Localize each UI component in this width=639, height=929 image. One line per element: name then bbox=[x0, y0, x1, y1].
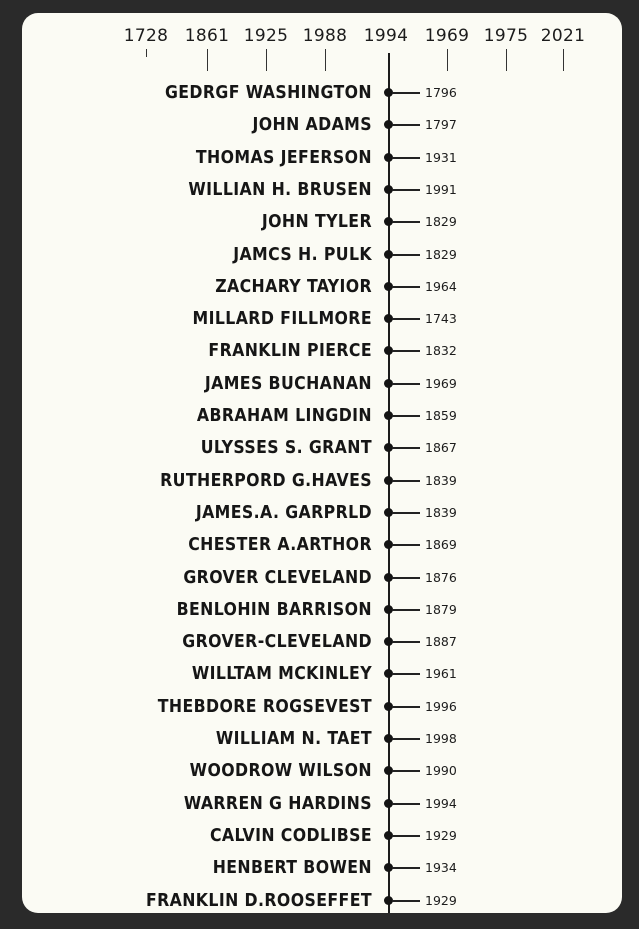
timeline-row bbox=[22, 632, 622, 652]
president-name: GEDRGF WASHINGTON bbox=[164, 83, 372, 103]
year-label: 1887 bbox=[425, 634, 457, 650]
timeline-row bbox=[22, 503, 622, 523]
timeline-row bbox=[22, 826, 622, 846]
connector-line bbox=[392, 157, 420, 159]
president-name: GROVER CLEVELAND bbox=[183, 567, 372, 588]
axis-label: 1861 bbox=[184, 26, 230, 46]
connector-line bbox=[392, 900, 420, 902]
timeline-row bbox=[22, 374, 622, 394]
connector-line bbox=[392, 641, 420, 643]
connector-line bbox=[392, 254, 420, 256]
timeline-row bbox=[22, 794, 622, 814]
timeline-row bbox=[22, 180, 622, 200]
president-name: MILLARD FILLMORE bbox=[192, 309, 372, 330]
connector-line bbox=[392, 867, 420, 869]
timeline-row bbox=[22, 309, 622, 329]
timeline-row bbox=[22, 212, 622, 232]
year-label: 1994 bbox=[425, 795, 457, 811]
timeline-row bbox=[22, 115, 622, 135]
timeline-row bbox=[22, 858, 622, 878]
connector-line bbox=[392, 350, 420, 352]
year-label: 1961 bbox=[425, 666, 457, 682]
year-label: 1839 bbox=[425, 472, 457, 488]
axis-tick bbox=[266, 49, 267, 71]
timeline-row bbox=[22, 697, 622, 717]
axis-tick bbox=[207, 49, 208, 71]
president-name: ZACHARY TAYIOR bbox=[215, 276, 372, 297]
year-label: 1829 bbox=[425, 214, 457, 230]
president-name: WILLIAM N. TAET bbox=[215, 729, 372, 749]
president-name: HENBERT BOWEN bbox=[212, 858, 372, 879]
year-label: 1743 bbox=[425, 311, 457, 327]
year-label: 1964 bbox=[425, 278, 457, 294]
year-label: 1929 bbox=[425, 827, 457, 843]
connector-line bbox=[392, 770, 420, 772]
president-name: JAMCS H. PULK bbox=[233, 244, 372, 265]
timeline-row bbox=[22, 83, 622, 103]
axis-tick bbox=[447, 49, 448, 71]
president-name: ULYSSES S. GRANT bbox=[200, 438, 372, 459]
year-label: 1998 bbox=[425, 731, 457, 746]
axis-label: 1969 bbox=[424, 26, 470, 46]
president-name: JOHN TYLER bbox=[261, 212, 372, 233]
connector-line bbox=[392, 544, 420, 546]
year-label: 1931 bbox=[425, 149, 457, 165]
timeline-row bbox=[22, 729, 622, 749]
connector-line bbox=[392, 415, 420, 417]
axis-label: 1994 bbox=[363, 26, 409, 46]
connector-line bbox=[392, 512, 420, 514]
year-label: 1969 bbox=[425, 375, 457, 391]
president-name: FRANKLIN D.ROOSEFFET bbox=[145, 890, 372, 911]
axis-label: 2021 bbox=[540, 26, 586, 46]
axis-label: 1975 bbox=[483, 26, 529, 46]
connector-line bbox=[392, 447, 420, 449]
year-label: 1990 bbox=[425, 763, 457, 779]
year-label: 1829 bbox=[425, 246, 457, 262]
president-name: BENLOHIN BARRISON bbox=[176, 599, 372, 620]
connector-line bbox=[392, 835, 420, 837]
year-label: 1867 bbox=[425, 440, 457, 456]
year-label: 1929 bbox=[425, 892, 457, 908]
timeline-row bbox=[22, 406, 622, 426]
president-name: WILLTAM MCKINLEY bbox=[191, 664, 372, 685]
timeline-row bbox=[22, 277, 622, 297]
year-label: 1869 bbox=[425, 537, 457, 553]
axis-label: 1988 bbox=[302, 26, 348, 46]
connector-line bbox=[392, 738, 420, 740]
connector-line bbox=[392, 480, 420, 482]
connector-line bbox=[392, 318, 420, 320]
year-label: 1996 bbox=[425, 698, 457, 714]
president-name: JAMES.A. GARPRLD bbox=[195, 502, 372, 523]
connector-line bbox=[392, 706, 420, 708]
year-label: 1832 bbox=[425, 343, 457, 359]
connector-line bbox=[392, 189, 420, 191]
president-name: ABRAHAM LINGDIN bbox=[196, 406, 372, 426]
president-name: CALVIN CODLIBSE bbox=[209, 825, 372, 846]
president-name: WILLIAN H. BRUSEN bbox=[188, 179, 372, 200]
axis-label: 1728 bbox=[123, 26, 169, 46]
connector-line bbox=[392, 609, 420, 611]
president-name: GROVER-CLEVELAND bbox=[182, 632, 372, 653]
president-name: THEBDORE ROGSEVEST bbox=[157, 696, 372, 717]
axis-tick bbox=[506, 49, 507, 71]
connector-line bbox=[392, 673, 420, 675]
timeline-row bbox=[22, 438, 622, 458]
president-name: CHESTER A.ARTHOR bbox=[188, 535, 372, 556]
timeline-row bbox=[22, 471, 622, 491]
timeline-row bbox=[22, 148, 622, 168]
year-label: 1859 bbox=[425, 408, 457, 423]
year-label: 1879 bbox=[425, 601, 457, 617]
connector-line bbox=[392, 286, 420, 288]
year-label: 1797 bbox=[425, 117, 457, 133]
timeline-row bbox=[22, 664, 622, 684]
timeline-card bbox=[22, 13, 622, 913]
year-label: 1876 bbox=[425, 569, 457, 585]
timeline-row bbox=[22, 891, 622, 911]
connector-line bbox=[392, 383, 420, 385]
timeline-row bbox=[22, 245, 622, 265]
president-name: RUTHERPORD G.HAVES bbox=[160, 470, 372, 491]
president-name: JAMES BUCHANAN bbox=[204, 373, 372, 394]
axis-tick bbox=[146, 49, 147, 57]
president-name: THOMAS JEFERSON bbox=[195, 147, 372, 168]
year-label: 1839 bbox=[425, 504, 457, 520]
connector-line bbox=[392, 124, 420, 126]
timeline-row bbox=[22, 535, 622, 555]
president-name: WOODROW WILSON bbox=[189, 761, 372, 782]
president-name: FRANKLIN PIERCE bbox=[208, 341, 372, 362]
axis-tick bbox=[325, 49, 326, 71]
connector-line bbox=[392, 803, 420, 805]
axis-label: 1925 bbox=[243, 26, 289, 46]
year-label: 1991 bbox=[425, 181, 457, 197]
year-label: 1796 bbox=[425, 85, 457, 100]
president-name: JOHN ADAMS bbox=[252, 115, 372, 136]
timeline-row bbox=[22, 600, 622, 620]
connector-line bbox=[392, 92, 420, 94]
year-label: 1934 bbox=[425, 860, 457, 876]
timeline-row bbox=[22, 761, 622, 781]
axis-tick bbox=[563, 49, 564, 71]
timeline-row bbox=[22, 568, 622, 588]
connector-line bbox=[392, 221, 420, 223]
timeline-row bbox=[22, 341, 622, 361]
president-name: WARREN G HARDINS bbox=[183, 793, 372, 814]
connector-line bbox=[392, 577, 420, 579]
